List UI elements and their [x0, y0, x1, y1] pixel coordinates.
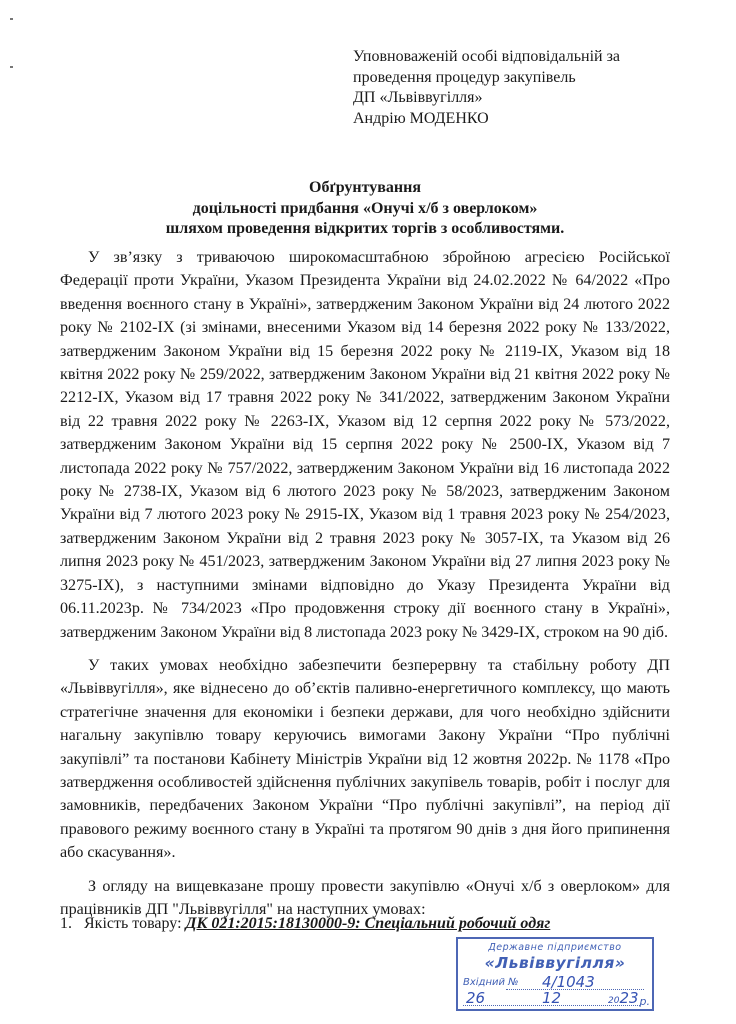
addressee-name: Андрію МОДЕНКО [353, 109, 489, 127]
item-number: 1. [60, 915, 72, 932]
document-body [60, 246, 670, 921]
heading-method: шляхом проведення відкритих торгів з особливостями. [165, 220, 565, 237]
stamp-org-type: Державне підприємство [488, 942, 622, 953]
registration-stamp [456, 937, 654, 1011]
heading-subject: доцільності придбання «Онучі х/б з оверлоком» [192, 199, 538, 217]
document-heading [60, 178, 670, 240]
conditions-item-1 [60, 914, 550, 934]
paragraph-martial-law: У зв’язку з триваючою широкомасштабною збройною агресією Російської Федерації проти України, Указом Президента України від 24.02.2022 № 64/2022 «Про введення воєнного стану в Україні», затвердженим Законом України від 24 лютого 2022 року № 2102-IX (зі змінами, внесеними Указом від 14 березня 2022 року № 133/2022, затвердженим Законом України від 15 березня 2022 року № 2119-IX, Указом від 18 квітня 2022 року № 259/2022, затвердженим Законом України від 21 квітня 2022 року № 2212-IX, Указом від 17 травня 2022 року № 341/2022, затвердженим Законом України від 22 травня 2022 року № 2263-IX, Указом від 12 серпня 2022 року № 573/2022, затвердженим Законом України від 15 серпня 2022 року № 2500-IX, Указом від 7 листопада 2022 року № 757/2022, затвердженим Законом України від 16 листопада 2022 року № 2738-IX, Указом від 6 лютого 2023 року № 58/2023, затвердженим Законом України від 7 лютого 2023 року № 2915-IX, Указом від 1 травня 2023 року № 254/2023, затвердженим Законом України від 2 травня 2023 року № 3057-IX, та Указом від 26 липня 2023 року № 451/2023, затвердженим Законом України від 27 липня 2023 року № 3275-IX), з наступними змінами відповідно до Указу Президента України від 06.11.2023р. № 734/2023 «Про продовження строку дії воєнного стану в Україні», затвердженим Законом України від 8 листопада 2023 року № 3429-IX, строком на 90 діб. [60, 249, 670, 641]
heading-title: Обґрунтування [309, 179, 421, 196]
scan-mark [10, 18, 13, 20]
stamp-org-name: «Львіввугілля» [484, 954, 626, 972]
stamp-month: 12 [542, 989, 562, 1007]
paragraph-request: З огляду на вищевказане прошу провести закупівлю «Онучі х/б з оверлоком» для працівників ДП "Львіввугілля" на наступних умовах: [60, 877, 670, 918]
stamp-day: 26 [466, 989, 486, 1007]
addressee-block [353, 47, 620, 129]
stamp-year [608, 989, 639, 1007]
item-label: Якість товару: [84, 915, 182, 932]
addressee-line: проведення процедур закупівель [353, 68, 576, 86]
stamp-year-suffix: р. [639, 995, 650, 1008]
stamp-year-prefix: 20 [608, 996, 620, 1006]
stamp-year-value: 23 [619, 989, 639, 1007]
item-cpv-code: ДК 021:2015:18130000-9: Спеціальний робочий одяг [185, 915, 551, 932]
scan-mark [10, 66, 13, 68]
stamp-incoming-number: 4/1043 [542, 973, 595, 991]
addressee-line: ДП «Львіввугілля» [353, 89, 483, 106]
stamp-incoming-label: Вхідний № [463, 977, 519, 988]
addressee-line: Уповноваженій особі відповідальній за [353, 48, 621, 65]
paragraph-justification: У таких умовах необхідно забезпечити безперервну та стабільну роботу ДП «Львіввугілля», яке віднесено до об’єктів паливно-енергетичного комплексу, що мають стратегічне значення для економіки і безпеки держави, для чого необхідно здійснити нагальну закупівлю товару керуючись вимогами Закону України “Про публічні закупівлі” та постанови Кабінету Міністрів України від 12 жовтня 2022р. № 1178 «Про затвердження особливостей здійснення публічних закупівель товарів, робіт і послуг для замовників, передбачених Законом України “Про публічні закупівлі”, на період дії правового режиму воєнного стану в Україні та протягом 90 днів з дня його припинення або скасування». [60, 656, 670, 862]
